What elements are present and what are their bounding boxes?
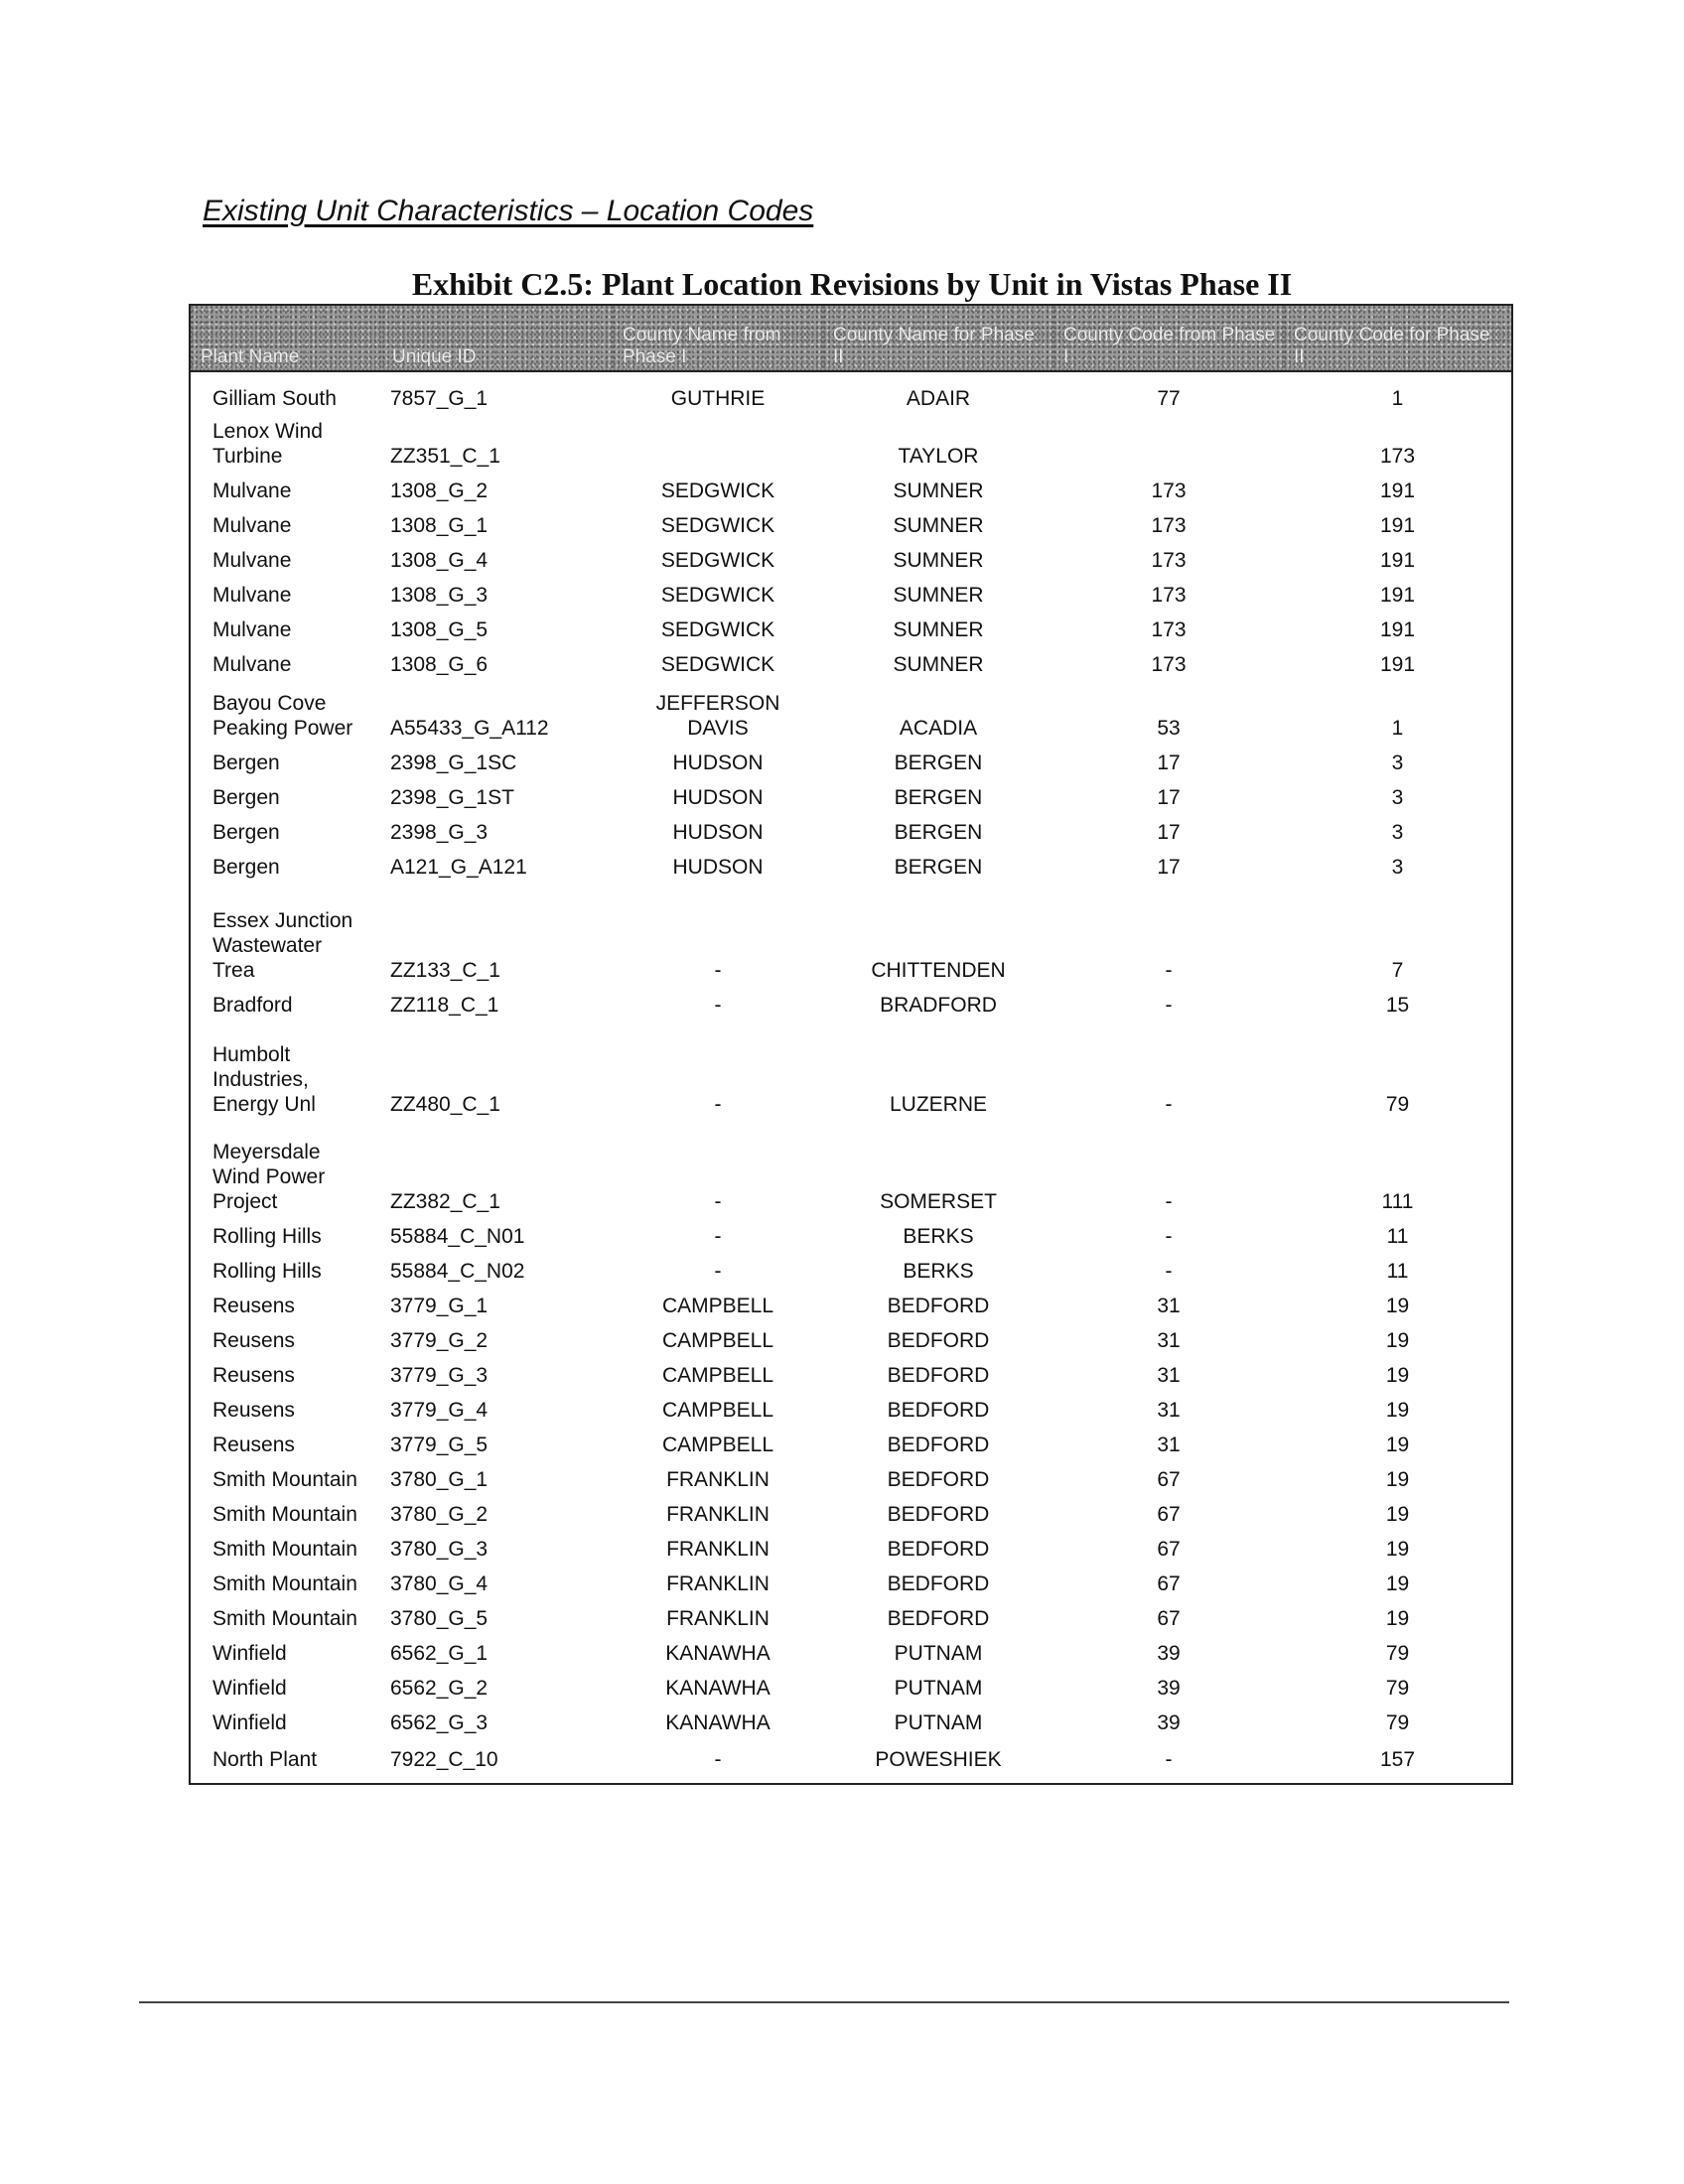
cell-plant-name: Meyersdale Wind Power Project xyxy=(212,1141,326,1213)
cell-county-name-for: BERGEN xyxy=(894,856,983,879)
table-row xyxy=(191,1353,1511,1388)
table-row xyxy=(191,1596,1511,1631)
cell-unique-id: 55884_C_N02 xyxy=(390,1260,525,1283)
table-row xyxy=(191,469,1511,503)
cell-plant-name: Reusens xyxy=(212,1295,295,1317)
cell-county-name-from: GUTHRIE xyxy=(670,387,766,410)
table-row xyxy=(191,1214,1511,1249)
cell-county-name-from: SEDGWICK xyxy=(660,653,775,676)
cell-plant-name: Lenox Wind Turbine xyxy=(212,420,323,468)
cell-county-code-from: 67 xyxy=(1157,1607,1181,1630)
cell-unique-id: 3779_G_4 xyxy=(390,1399,489,1422)
cell-county-code-from: 173 xyxy=(1151,514,1187,537)
cell-county-name-from: - xyxy=(714,1225,722,1248)
cell-county-code-for: 79 xyxy=(1385,1093,1410,1116)
cell-county-name-for: ADAIR xyxy=(906,387,971,410)
cell-unique-id: A55433_G_A112 xyxy=(390,717,549,740)
table-row xyxy=(191,538,1511,573)
cell-county-name-for: CHITTENDEN xyxy=(871,959,1006,982)
cell-county-code-for: 11 xyxy=(1386,1225,1409,1248)
cell-county-code-for: 173 xyxy=(1379,445,1416,468)
cell-county-name-from: HUDSON xyxy=(672,786,764,809)
cell-county-name-from: - xyxy=(714,959,722,982)
cell-plant-name: Gilliam South xyxy=(212,387,337,410)
cell-plant-name: Mulvane xyxy=(212,584,292,607)
table-row xyxy=(191,1284,1511,1318)
cell-county-name-from: FRANKLIN xyxy=(666,1572,770,1595)
cell-county-code-from: 39 xyxy=(1157,1711,1181,1734)
cell-county-name-from: HUDSON xyxy=(672,751,764,774)
cell-unique-id: 55884_C_N01 xyxy=(390,1225,525,1248)
cell-county-code-for: 79 xyxy=(1385,1677,1410,1700)
table-body xyxy=(191,371,1511,1772)
cell-unique-id: ZZ382_C_1 xyxy=(390,1190,500,1213)
cell-county-name-for: SUMNER xyxy=(893,479,984,502)
cell-plant-name: Humbolt Industries, Energy Unl xyxy=(212,1043,316,1116)
cell-county-name-for: LUZERNE xyxy=(889,1093,988,1116)
cell-county-name-from: HUDSON xyxy=(672,821,764,844)
cell-county-code-for: 19 xyxy=(1385,1364,1410,1387)
cell-county-code-for: 3 xyxy=(1391,856,1404,879)
cell-county-name-from: FRANKLIN xyxy=(666,1538,770,1561)
cell-county-code-for: 19 xyxy=(1385,1503,1410,1526)
cell-county-name-for: SOMERSET xyxy=(880,1190,997,1213)
cell-county-name-for: BERKS xyxy=(903,1225,974,1248)
cell-plant-name: Bergen xyxy=(212,856,280,879)
cell-county-code-for: 11 xyxy=(1386,1260,1409,1283)
cell-plant-name: Smith Mountain xyxy=(212,1468,357,1491)
cell-county-code-from: 31 xyxy=(1157,1433,1181,1456)
cell-county-code-from: 173 xyxy=(1151,549,1187,572)
cell-plant-name: Smith Mountain xyxy=(212,1538,357,1561)
table-row xyxy=(191,1527,1511,1562)
cell-county-code-from: - xyxy=(1165,959,1173,982)
cell-plant-name: Reusens xyxy=(212,1399,295,1422)
cell-county-name-for: BEDFORD xyxy=(887,1503,990,1526)
cell-county-code-from: 77 xyxy=(1157,387,1181,410)
table-row xyxy=(191,983,1511,1018)
cell-plant-name: Essex Junction Wastewater Trea xyxy=(212,909,353,982)
table-row xyxy=(191,1318,1511,1353)
cell-county-name-from: - xyxy=(714,1260,722,1283)
cell-county-name-from: HUDSON xyxy=(672,856,764,879)
cell-county-name-from: - xyxy=(714,1190,722,1213)
cell-county-code-from: 67 xyxy=(1157,1538,1181,1561)
cell-unique-id: ZZ118_C_1 xyxy=(390,994,499,1017)
cell-unique-id: ZZ351_C_1 xyxy=(390,445,500,468)
table-row xyxy=(191,642,1511,677)
cell-county-code-for: 191 xyxy=(1379,653,1416,676)
cell-unique-id: 1308_G_6 xyxy=(390,653,489,676)
cell-county-name-from: SEDGWICK xyxy=(660,549,775,572)
cell-county-code-from: - xyxy=(1165,994,1173,1017)
plant-location-table xyxy=(191,306,1511,1772)
cell-unique-id: 3780_G_3 xyxy=(390,1538,489,1561)
cell-county-name-from: KANAWHA xyxy=(665,1642,771,1665)
cell-county-code-for: 19 xyxy=(1385,1433,1410,1456)
table-row xyxy=(191,371,1511,411)
cell-unique-id: 3779_G_3 xyxy=(390,1364,489,1387)
cell-county-name-from: SEDGWICK xyxy=(660,618,775,641)
exhibit-title: Exhibit C2.5: Plant Location Revisions by Unit in Vistas Phase II xyxy=(411,266,1293,302)
cell-county-name-for: BEDFORD xyxy=(887,1468,990,1491)
cell-unique-id: 6562_G_1 xyxy=(390,1642,489,1665)
cell-county-name-from: KANAWHA xyxy=(665,1677,771,1700)
table-row xyxy=(191,845,1511,880)
table-row xyxy=(191,775,1511,810)
cell-plant-name: Reusens xyxy=(212,1433,295,1456)
cell-unique-id: 2398_G_1SC xyxy=(390,751,517,774)
cell-county-name-for: BEDFORD xyxy=(887,1295,990,1317)
table-row xyxy=(191,1492,1511,1527)
table-row xyxy=(191,411,1511,469)
cell-county-code-from: 39 xyxy=(1157,1642,1181,1665)
cell-county-name-for: PUTNAM xyxy=(894,1711,983,1734)
cell-county-name-for: POWESHIEK xyxy=(875,1748,1002,1771)
cell-county-code-from: 53 xyxy=(1157,717,1181,740)
header-county-name-for-phase-ii: County Name for Phase II xyxy=(823,306,1053,371)
cell-county-code-for: 79 xyxy=(1385,1711,1410,1734)
cell-plant-name: Mulvane xyxy=(212,479,292,502)
cell-plant-name: Bergen xyxy=(212,786,280,809)
cell-county-code-from: 67 xyxy=(1157,1468,1181,1491)
cell-county-name-for: BERGEN xyxy=(894,751,983,774)
cell-county-name-for: ACADIA xyxy=(899,717,978,740)
cell-unique-id: 3779_G_2 xyxy=(390,1329,489,1352)
table-row xyxy=(191,1562,1511,1596)
cell-unique-id: 3779_G_1 xyxy=(390,1295,489,1317)
cell-plant-name: Smith Mountain xyxy=(212,1607,357,1630)
cell-county-name-from: JEFFERSON DAVIS xyxy=(655,692,780,740)
cell-county-name-from: CAMPBELL xyxy=(661,1295,774,1317)
cell-county-code-for: 3 xyxy=(1391,751,1404,774)
cell-county-code-from: 17 xyxy=(1157,786,1181,809)
cell-county-code-from: 31 xyxy=(1157,1399,1181,1422)
cell-county-code-from: 173 xyxy=(1151,618,1187,641)
cell-county-code-from: 17 xyxy=(1157,856,1181,879)
cell-county-name-from: CAMPBELL xyxy=(661,1364,774,1387)
cell-county-name-from: CAMPBELL xyxy=(661,1433,774,1456)
cell-county-code-for: 15 xyxy=(1385,994,1410,1017)
cell-county-name-from: SEDGWICK xyxy=(660,479,775,502)
cell-plant-name: North Plant xyxy=(212,1748,318,1771)
cell-county-name-from: KANAWHA xyxy=(665,1711,771,1734)
cell-county-code-for: 7 xyxy=(1391,959,1404,982)
cell-county-code-for: 19 xyxy=(1385,1329,1410,1352)
cell-county-name-for: PUTNAM xyxy=(894,1677,983,1700)
cell-unique-id: 3780_G_1 xyxy=(390,1468,489,1491)
cell-county-code-for: 79 xyxy=(1385,1642,1410,1665)
cell-plant-name: Bayou Cove Peaking Power xyxy=(212,692,353,740)
cell-unique-id: 1308_G_2 xyxy=(390,479,489,502)
table-row xyxy=(191,1701,1511,1735)
cell-county-code-for: 3 xyxy=(1391,786,1404,809)
plant-location-table-container xyxy=(189,304,1513,1785)
cell-county-code-from: 67 xyxy=(1157,1572,1181,1595)
table-row xyxy=(191,1457,1511,1492)
cell-county-code-from xyxy=(1053,411,1284,469)
cell-plant-name: Rolling Hills xyxy=(212,1225,322,1248)
cell-county-name-for: BEDFORD xyxy=(887,1364,990,1387)
cell-county-name-for: SUMNER xyxy=(893,549,984,572)
cell-county-code-from: - xyxy=(1165,1260,1173,1283)
cell-county-code-from: 31 xyxy=(1157,1329,1181,1352)
table-row xyxy=(191,677,1511,741)
header-county-code-from-phase-i: County Code from Phase I xyxy=(1053,306,1284,371)
cell-county-name-for: BRADFORD xyxy=(880,994,997,1017)
cell-county-name-for: BEDFORD xyxy=(887,1329,990,1352)
table-row xyxy=(191,741,1511,775)
cell-plant-name: Bergen xyxy=(212,821,280,844)
cell-county-name-from: SEDGWICK xyxy=(660,514,775,537)
cell-county-code-from: 39 xyxy=(1157,1677,1181,1700)
cell-plant-name: Reusens xyxy=(212,1329,295,1352)
header-county-code-for-phase-ii: County Code for Phase II xyxy=(1284,306,1511,371)
table-row xyxy=(191,608,1511,642)
cell-county-code-from: 17 xyxy=(1157,751,1181,774)
cell-unique-id: 6562_G_2 xyxy=(390,1677,489,1700)
header-plant-name: Plant Name xyxy=(191,306,382,371)
cell-county-code-for: 191 xyxy=(1379,549,1416,572)
cell-county-code-from: 31 xyxy=(1157,1295,1181,1317)
cell-unique-id: ZZ133_C_1 xyxy=(390,959,500,982)
cell-county-name-for: SUMNER xyxy=(893,653,984,676)
footer-rule xyxy=(139,2001,1509,2003)
cell-county-code-for: 3 xyxy=(1391,821,1404,844)
header-county-name-from-phase-i: County Name from Phase I xyxy=(613,306,823,371)
cell-county-code-from: - xyxy=(1165,1190,1173,1213)
table-row xyxy=(191,1666,1511,1701)
cell-county-name-for: SUMNER xyxy=(893,514,984,537)
cell-county-name-for: BEDFORD xyxy=(887,1399,990,1422)
cell-county-code-for: 191 xyxy=(1379,514,1416,537)
table-row xyxy=(191,503,1511,538)
cell-plant-name: Smith Mountain xyxy=(212,1572,357,1595)
cell-unique-id: 1308_G_1 xyxy=(390,514,489,537)
cell-county-code-for: 19 xyxy=(1385,1607,1410,1630)
table-row xyxy=(191,1735,1511,1772)
cell-county-name-for: SUMNER xyxy=(893,584,984,607)
cell-county-name-from: FRANKLIN xyxy=(666,1468,770,1491)
cell-county-code-from: - xyxy=(1165,1225,1173,1248)
table-row xyxy=(191,1249,1511,1284)
cell-county-name-from: SEDGWICK xyxy=(660,584,775,607)
cell-county-code-for: 191 xyxy=(1379,618,1416,641)
table-row xyxy=(191,1117,1511,1214)
cell-county-code-for: 191 xyxy=(1379,584,1416,607)
cell-county-name-from: - xyxy=(714,994,722,1017)
cell-county-name-for: TAYLOR xyxy=(898,445,979,468)
cell-unique-id: 3780_G_5 xyxy=(390,1607,489,1630)
cell-county-code-from: 173 xyxy=(1151,479,1187,502)
table-row xyxy=(191,1631,1511,1666)
cell-county-code-for: 157 xyxy=(1379,1748,1416,1771)
cell-unique-id: 6562_G_3 xyxy=(390,1711,489,1734)
table-row xyxy=(191,573,1511,608)
cell-county-name-from: CAMPBELL xyxy=(661,1399,774,1422)
cell-county-code-for: 19 xyxy=(1385,1538,1410,1561)
cell-county-code-for: 19 xyxy=(1385,1468,1410,1491)
table-row xyxy=(191,1018,1511,1117)
cell-county-name-for: BERGEN xyxy=(894,821,983,844)
cell-unique-id: 2398_G_1ST xyxy=(390,786,514,809)
cell-unique-id: 3780_G_2 xyxy=(390,1503,489,1526)
cell-county-name-for: BERGEN xyxy=(894,786,983,809)
section-heading: Existing Unit Characteristics – Location Codes xyxy=(203,195,814,227)
cell-plant-name: Bradford xyxy=(212,994,293,1017)
cell-plant-name: Mulvane xyxy=(212,514,292,537)
cell-county-name-from: FRANKLIN xyxy=(666,1607,770,1630)
cell-plant-name: Mulvane xyxy=(212,653,292,676)
table-row xyxy=(191,1388,1511,1423)
cell-unique-id: 2398_G_3 xyxy=(390,821,489,844)
cell-unique-id: 3780_G_4 xyxy=(390,1572,489,1595)
table-row xyxy=(191,810,1511,845)
table-row xyxy=(191,1423,1511,1457)
cell-county-name-from: FRANKLIN xyxy=(666,1503,770,1526)
cell-county-code-from: 17 xyxy=(1157,821,1181,844)
cell-county-code-from: - xyxy=(1165,1093,1173,1116)
cell-plant-name: Mulvane xyxy=(212,618,292,641)
cell-unique-id: A121_G_A121 xyxy=(390,856,527,879)
cell-county-code-from: 173 xyxy=(1151,584,1187,607)
cell-plant-name: Mulvane xyxy=(212,549,292,572)
cell-county-code-for: 191 xyxy=(1379,479,1416,502)
cell-county-code-from: 31 xyxy=(1157,1364,1181,1387)
cell-unique-id: 1308_G_4 xyxy=(390,549,489,572)
cell-unique-id: 7857_G_1 xyxy=(390,387,489,410)
cell-county-name-from xyxy=(613,411,823,469)
cell-county-code-for: 1 xyxy=(1391,387,1404,410)
header-unique-id: Unique ID xyxy=(382,306,613,371)
cell-county-code-from: 67 xyxy=(1157,1503,1181,1526)
cell-county-code-for: 111 xyxy=(1381,1190,1414,1213)
table-header-row xyxy=(191,306,1511,371)
cell-unique-id: 1308_G_3 xyxy=(390,584,489,607)
cell-county-name-from: - xyxy=(714,1748,722,1771)
cell-county-code-for: 19 xyxy=(1385,1295,1410,1317)
cell-county-name-for: BEDFORD xyxy=(887,1433,990,1456)
cell-unique-id: 3779_G_5 xyxy=(390,1433,489,1456)
table-row xyxy=(191,880,1511,983)
cell-county-name-for: BERKS xyxy=(903,1260,974,1283)
cell-plant-name: Bergen xyxy=(212,751,280,774)
cell-plant-name: Reusens xyxy=(212,1364,295,1387)
cell-county-name-for: BEDFORD xyxy=(887,1607,990,1630)
cell-plant-name: Winfield xyxy=(212,1677,287,1700)
cell-county-name-for: BEDFORD xyxy=(887,1572,990,1595)
cell-county-code-from: - xyxy=(1165,1748,1173,1771)
cell-county-code-for: 19 xyxy=(1385,1399,1410,1422)
cell-unique-id: 1308_G_5 xyxy=(390,618,489,641)
cell-plant-name: Rolling Hills xyxy=(212,1260,322,1283)
cell-county-name-from: - xyxy=(714,1093,722,1116)
cell-plant-name: Winfield xyxy=(212,1711,287,1734)
cell-county-name-for: PUTNAM xyxy=(894,1642,983,1665)
cell-county-name-from: CAMPBELL xyxy=(661,1329,774,1352)
cell-county-name-for: BEDFORD xyxy=(887,1538,990,1561)
cell-county-code-for: 1 xyxy=(1391,717,1404,740)
cell-unique-id: 7922_C_10 xyxy=(390,1748,498,1771)
cell-unique-id: ZZ480_C_1 xyxy=(390,1093,500,1116)
cell-county-code-for: 19 xyxy=(1385,1572,1410,1595)
cell-county-code-from: 173 xyxy=(1151,653,1187,676)
cell-plant-name: Smith Mountain xyxy=(212,1503,357,1526)
cell-county-name-for: SUMNER xyxy=(893,618,984,641)
cell-plant-name: Winfield xyxy=(212,1642,287,1665)
